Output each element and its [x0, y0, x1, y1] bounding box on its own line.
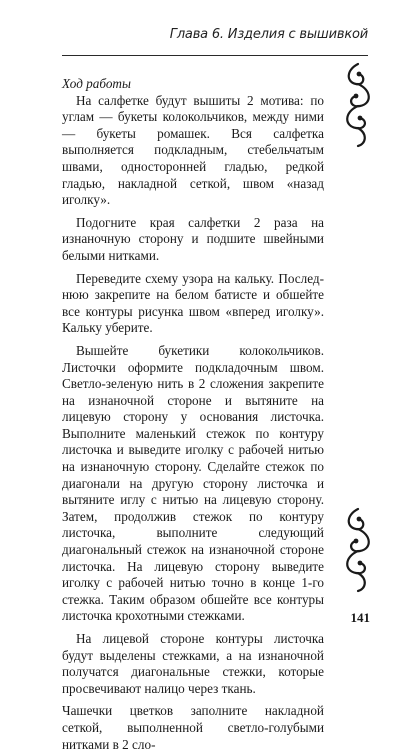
paragraph-5: На лицевой стороне контуры листочка будут выделены стежками, а на изнаночной получатся диагональные стежки, которые просвечивают налицо через ткань. — [62, 631, 324, 696]
page-number: 141 — [350, 610, 370, 625]
section-heading: Ход работы — [62, 76, 131, 91]
paragraph-3: Переведите схему узора на кальку. Последнюю закрепите на белом батисте и обшейте все контуры рисунка швом «вперед иголку». Кальку уберите. — [62, 270, 324, 336]
scroll-ornament-top-icon — [338, 60, 378, 150]
paragraph-2: Подогните края салфетки 2 раза на изнаночную сторону и подшите швейными белыми нитками. — [62, 214, 324, 263]
scroll-ornament-bottom-icon — [338, 505, 378, 595]
header-divider — [62, 55, 368, 56]
paragraph-4: Вышейте букетики колокольчиков. Листочки оформите подкладочным швом. Светло-зеленую нить в 2 сложения закрепите на изнаночной стороне и вытяните на лицевую сторону у основания листочка. Выполните маленький стежок по контуру листочка и выведите иголку с рабочей нитью на изнаночную сторону. Сделайте стежок по диагонали на другую сторону листочка и вытяните иглу с нитью на лицевую сторону. Затем, продолжив стежок по контуру листочка, выполните следующий диагональный стежок на изнаночной стороне листочка. На лицевую сторону выведите иголку с рабочей нитью точно в конце 1-го стежка. Таким образом обшейте все контуры листочка крохотными стежками. — [62, 342, 324, 624]
page-body — [62, 76, 324, 753]
paragraph-6: Чашечки цветков заполните накладной сеткой, выполненной светло-голубыми нитками в 2 сло- — [62, 703, 324, 752]
running-header: Глава 6. Изделия с вышивкой — [169, 27, 368, 42]
paragraph-1: На салфетке будут вышиты 2 мотива: по углам — букеты колокольчиков, между ними — букеты ромашек. Вся салфетка выполняется подкладным, стебельчатым швами, односторонней гладью, редкой гладью, накладной сеткой, швом «назад иголку». — [62, 92, 324, 208]
